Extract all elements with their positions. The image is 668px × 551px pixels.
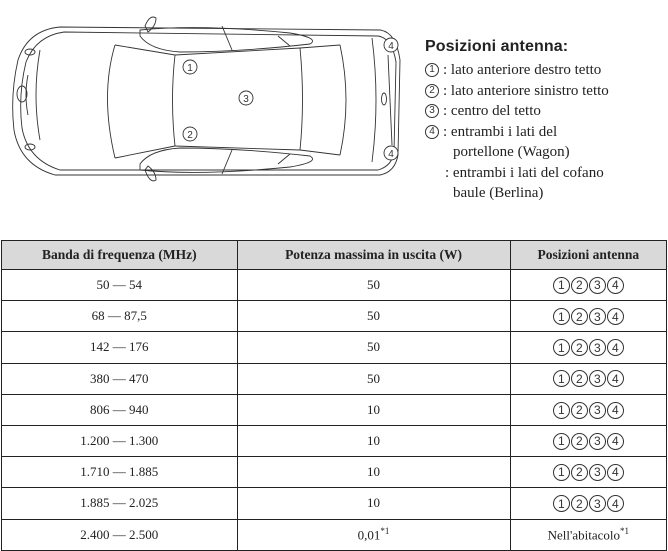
circled-number-icon: 1 [553, 277, 570, 294]
frequency-band-cell: 380 — 470 [2, 363, 238, 394]
header-frequency-band: Banda di frequenza (MHz) [2, 241, 238, 270]
max-power-cell: 10 [237, 488, 510, 519]
frequency-band-cell: 2.400 — 2.500 [2, 519, 238, 550]
circled-number-icon: 1 [553, 402, 570, 419]
legend-item-4-continuation: portellone (Wagon) [453, 144, 570, 160]
circled-number-icon: 3 [589, 277, 606, 294]
svg-text:4: 4 [388, 41, 394, 52]
legend-title: Posizioni antenna: [425, 38, 569, 55]
circled-number-icon: 2 [571, 370, 588, 387]
antenna-positions-cell [510, 425, 666, 456]
circled-number-icon: 1 [425, 63, 439, 77]
legend-item-3: 3 : centro del tetto [425, 101, 665, 122]
circled-number-icon: 1 [553, 464, 570, 481]
max-power-cell: 50 [237, 363, 510, 394]
antenna-positions-cell [510, 270, 666, 301]
header-max-output-power: Potenza massima in uscita (W) [237, 241, 510, 270]
circled-number-icon: 2 [571, 495, 588, 512]
legend-item-1: 1 : lato anteriore destro tetto [425, 60, 665, 81]
circled-number-icon: 3 [425, 104, 439, 118]
circled-number-icon: 3 [589, 402, 606, 419]
circled-number-icon: 1 [553, 308, 570, 325]
marker-4-top-icon [384, 38, 398, 52]
circled-number-icon: 2 [571, 308, 588, 325]
max-power-cell: 50 [237, 270, 510, 301]
circled-number-icon: 4 [607, 370, 624, 387]
svg-text:1: 1 [187, 63, 193, 74]
circled-number-icon: 4 [607, 277, 624, 294]
antenna-positions-cell [510, 394, 666, 425]
circled-number-icon: 4 [607, 464, 624, 481]
legend-item-4-berlina: : entrambi i lati del cofano [445, 164, 604, 181]
antenna-positions-cell [510, 301, 666, 332]
footnote-marker: *1 [380, 525, 390, 536]
circled-number-icon: 2 [571, 402, 588, 419]
frequency-band-cell: 68 — 87,5 [2, 301, 238, 332]
circled-number-icon: 1 [553, 495, 570, 512]
max-power-cell: 10 [237, 457, 510, 488]
max-power-cell: 0,01$^{*1}$ [237, 519, 510, 550]
marker-2-icon [183, 127, 197, 141]
circled-number-icon: 3 [589, 433, 606, 450]
table-row [2, 457, 667, 488]
marker-3-icon [239, 91, 253, 105]
circled-number-icon: 1 [553, 370, 570, 387]
frequency-band-cell: 1.200 — 1.300 [2, 425, 238, 456]
circled-number-icon: 2 [571, 433, 588, 450]
frequency-band-cell: 142 — 176 [2, 332, 238, 363]
header-antenna-positions: Posizioni antenna [510, 241, 666, 270]
table-row [2, 270, 667, 301]
circled-number-icon: 2 [571, 277, 588, 294]
table-header-row [2, 241, 667, 270]
legend-item-2: 2 : lato anteriore sinistro tetto [425, 81, 665, 102]
table-row [2, 363, 667, 394]
antenna-positions-cell: Nell'abitacolo$^{*1}$ [510, 519, 666, 550]
car-top-view-diagram [0, 0, 410, 215]
circled-number-icon: 4 [607, 308, 624, 325]
circled-number-icon: 4 [425, 125, 439, 139]
svg-text:3: 3 [243, 94, 249, 105]
antenna-positions-legend [425, 38, 665, 204]
circled-number-icon: 4 [607, 402, 624, 419]
circled-number-icon: 3 [589, 495, 606, 512]
circled-number-icon: 4 [607, 495, 624, 512]
max-power-cell: 10 [237, 394, 510, 425]
antenna-positions-cell [510, 363, 666, 394]
max-power-cell: 10 [237, 425, 510, 456]
circled-number-icon: 2 [571, 464, 588, 481]
frequency-band-cell: 1.885 — 2.025 [2, 488, 238, 519]
svg-text:4: 4 [388, 149, 394, 160]
table-row [2, 394, 667, 425]
circled-number-icon: 2 [425, 84, 439, 98]
circled-number-icon: 4 [607, 339, 624, 356]
footnote-marker: *1 [619, 525, 629, 536]
table-row [2, 301, 667, 332]
marker-1-icon [183, 60, 197, 74]
antenna-positions-cell [510, 457, 666, 488]
circled-number-icon: 3 [589, 370, 606, 387]
circled-number-icon: 1 [553, 433, 570, 450]
frequency-bands-table [1, 240, 667, 551]
table-row [2, 488, 667, 519]
circled-number-icon: 3 [589, 464, 606, 481]
svg-text:2: 2 [187, 130, 193, 141]
circled-number-icon: 3 [589, 339, 606, 356]
frequency-band-cell: 1.710 — 1.885 [2, 457, 238, 488]
circled-number-icon: 3 [589, 308, 606, 325]
circled-number-icon: 2 [571, 339, 588, 356]
frequency-band-cell: 806 — 940 [2, 394, 238, 425]
table-row [2, 332, 667, 363]
max-power-cell: 50 [237, 301, 510, 332]
frequency-band-cell: 50 — 54 [2, 270, 238, 301]
circled-number-icon: 1 [553, 339, 570, 356]
legend-item-4-berlina-continuation: baule (Berlina) [453, 185, 544, 201]
circled-number-icon: 4 [607, 433, 624, 450]
marker-4-bottom-icon [384, 146, 398, 160]
max-power-cell: 50 [237, 332, 510, 363]
legend-item-4: 4 : entrambi i lati del [425, 122, 665, 143]
table-row [2, 425, 667, 456]
antenna-positions-cell [510, 488, 666, 519]
antenna-positions-cell [510, 332, 666, 363]
table-row [2, 519, 667, 550]
